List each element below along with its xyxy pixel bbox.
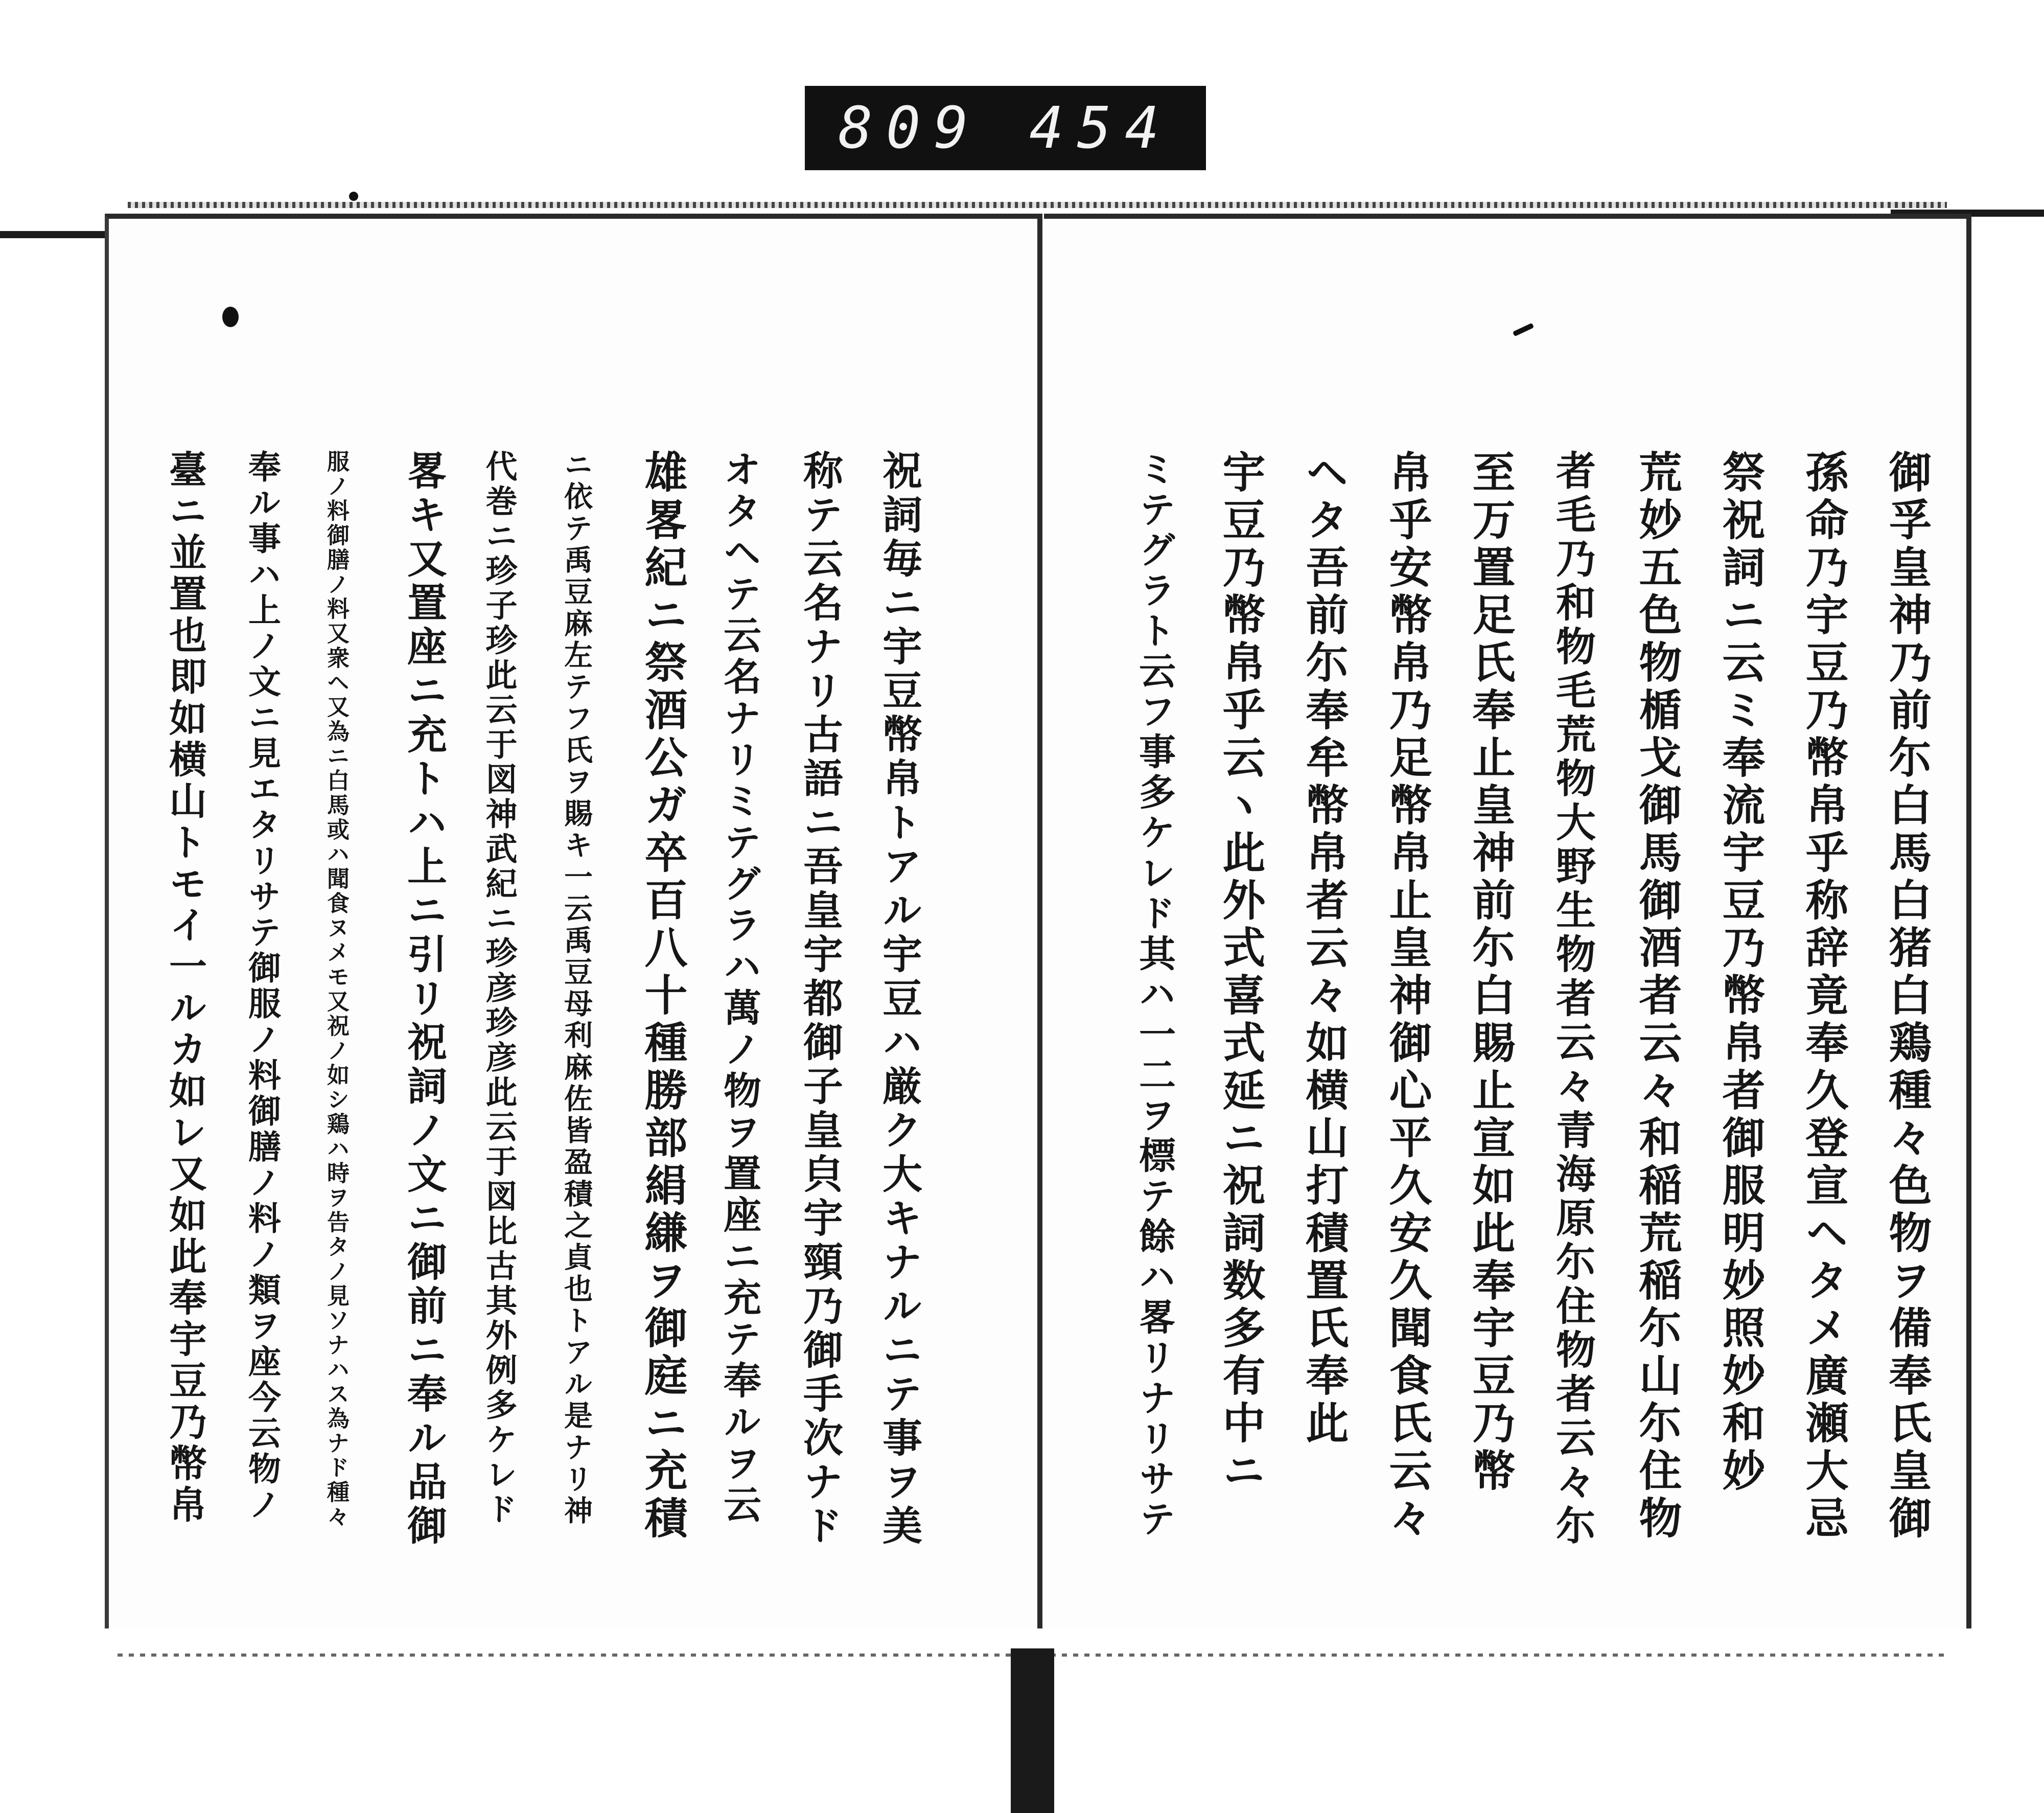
left-text-column-3: オタヘテ云名ナリミテグラハ萬ノ物ヲ置座ニ充テ奉ルヲ云 bbox=[717, 450, 761, 1526]
binding-rule-left bbox=[0, 231, 123, 238]
book-gutter bbox=[1037, 214, 1042, 1628]
right-text-column-1: 御孚皇神乃前尓白馬白猪白鶏種々色物ヲ備奉氏皇御 bbox=[1882, 450, 1933, 1543]
left-text-column-9: 奉ル事ハ上ノ文ニ見エタリサテ御服ノ料御膳ノ料ノ類ヲ座今云物ノ bbox=[243, 450, 281, 1523]
right-text-column-10: ミテグラト云フ事多ケレド其ハ一二ヲ標テ餘ハ畧リナリサテ bbox=[1133, 450, 1176, 1540]
right-text-column-2: 孫命乃宇豆乃幣帛乎称辞竟奉久登宣ヘタメ廣瀬大忌 bbox=[1799, 450, 1849, 1543]
right-text-column-5: 者毛乃和物毛荒物大野生物者云々青海原尓住物者云々尓 bbox=[1549, 450, 1596, 1549]
right-text-column-7: 帛乎安幣帛乃足幣帛止皇神御心平久安久聞食氏云々 bbox=[1382, 450, 1433, 1543]
right-text-column-3: 祭祝詞ニ云ミ奉流宇豆乃幣帛者御服明妙照妙和妙 bbox=[1715, 450, 1766, 1496]
binding-tab bbox=[1011, 1648, 1054, 1813]
left-text-column-5: ニ依テ禹豆麻左テフ氏ヲ賜キ一云禹豆母利麻佐皆盈積之貞也トアル是ナリ神 bbox=[560, 450, 593, 1527]
right-text-column-4: 荒妙五色物楯戈御馬御酒者云々和稲荒稲尓山尓住物 bbox=[1632, 450, 1683, 1543]
right-text-column-6: 至万置足氏奉止皇神前尓白賜止宣如此奉宇豆乃幣 bbox=[1466, 450, 1516, 1496]
left-text-column-4: 雄畧紀ニ祭酒公ガ卒百八十種勝部絹縑ヲ御庭ニ充積 bbox=[638, 450, 688, 1543]
right-text-column-8: ヘタ吾前尓奉牟幣帛者云々如横山打積置氏奉此 bbox=[1299, 450, 1350, 1448]
left-text-column-10: 臺ニ並置也即如横山トモイ一ルカ如レ又如此奉宇豆乃幣帛 bbox=[163, 450, 207, 1526]
ink-mark bbox=[222, 307, 239, 327]
left-text-column-6: 代巻ニ珍子珍此云于図神武紀ニ珍彦珍彦此云于図比古其外例多ケレド bbox=[480, 450, 518, 1527]
left-text-column-1: 祝詞毎ニ宇豆幣帛トアル宇豆ハ厳ク大キナルニテ事ヲ美 bbox=[876, 450, 922, 1549]
ink-mark bbox=[349, 192, 358, 201]
archive-label: 809 454 bbox=[805, 86, 1206, 170]
left-text-column-7: 畧キ又置座ニ充トハ上ニ引リ祝詞ノ文ニ御前ニ奉ル品御 bbox=[401, 450, 447, 1549]
left-text-column-8: 服ノ料御膳ノ料又衆ヘ又為ニ白馬或ハ聞食ヌメモ又祝ノ如シ鶏ハ時ヲ告タノ見ソナハス為ナド種々 bbox=[323, 450, 349, 1529]
page-edge-top bbox=[128, 202, 1947, 208]
left-text-column-2: 称テ云名ナリ古語ニ吾皇宇都御子皇㒵宇頸乃御手次ナド bbox=[797, 450, 843, 1549]
right-text-column-9: 宇豆乃幣帛乎云ヽ此外式喜式延ニ祝詞数多有中ニ bbox=[1216, 450, 1266, 1496]
